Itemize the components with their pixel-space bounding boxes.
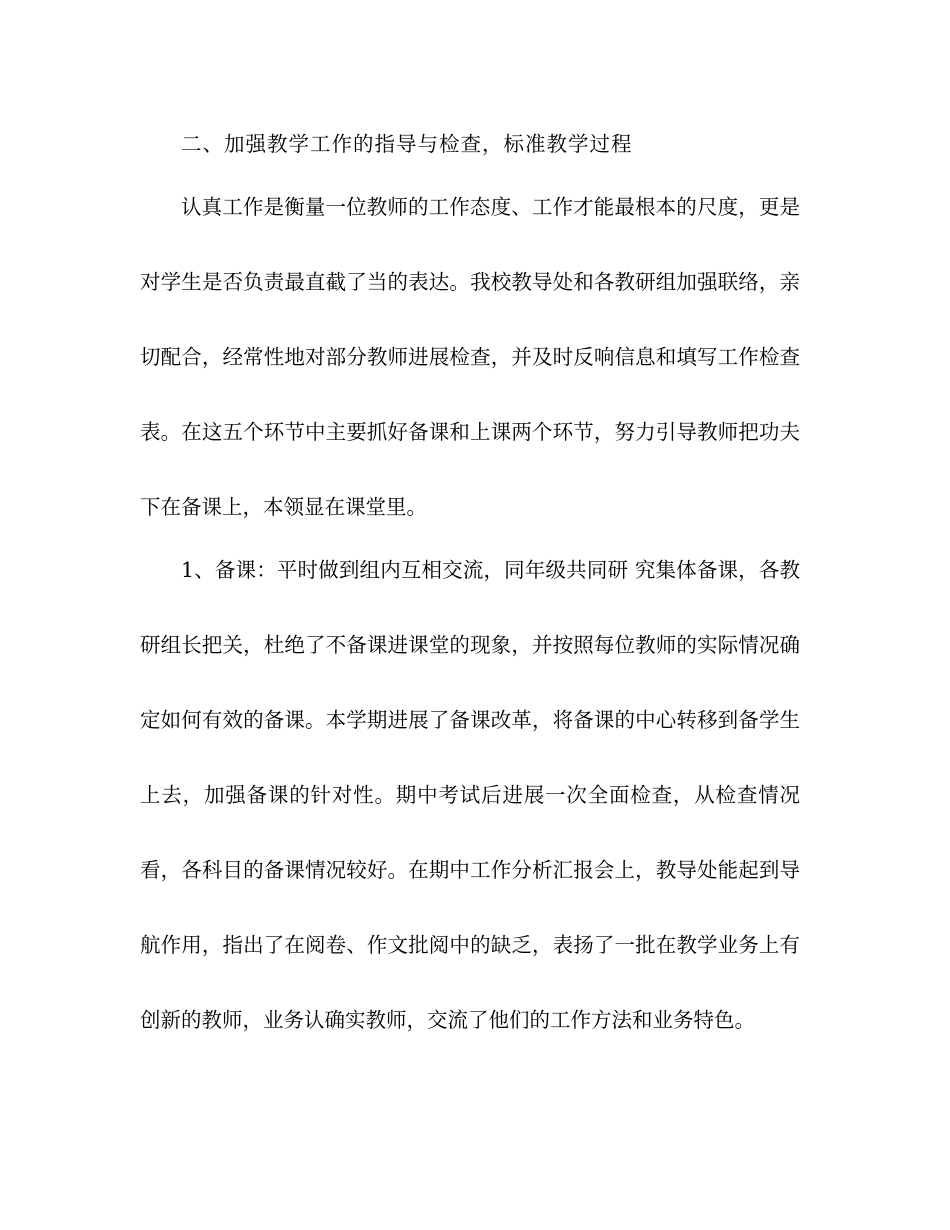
document-body <box>140 118 800 1058</box>
paragraph-work-attitude: 认真工作是衡量一位教师的工作态度、工作才能最根本的尺度，更是对学生是否负责最直截了当的表达。我校教导处和各教研组加强联络，亲切配合，经常性地对部分教师进展检查，并及时反响信息和填写工作检查表。在这五个环节中主要抓好备课和上课两个环节，努力引导教师把功夫下在备课上，本领显在课堂里。 <box>140 195 800 519</box>
paragraph-lesson-preparation: 1、备课：平时做到组内互相交流，同年级共同研 究集体备课，各教研组长把关，杜绝了不备课进课堂的现象，并按照每位教师的实际情况确定如何有效的备课。本学期进展了备课改革，将备课的中心转移到备学生上去，加强备课的针对性。期中考试后进展一次全面检查，从检查情况看，各科目的备课情况较好。在期中工作分析汇报会上，教导处能起到导航作用，指出了在阅卷、作文批阅中的缺乏，表扬了一批在教学业务上有创新的教师，业务认确实教师，交流了他们的工作方法和业务特色。 <box>140 558 800 1032</box>
section-heading: 二、加强教学工作的指导与检查，标准教学过程 <box>181 132 633 156</box>
